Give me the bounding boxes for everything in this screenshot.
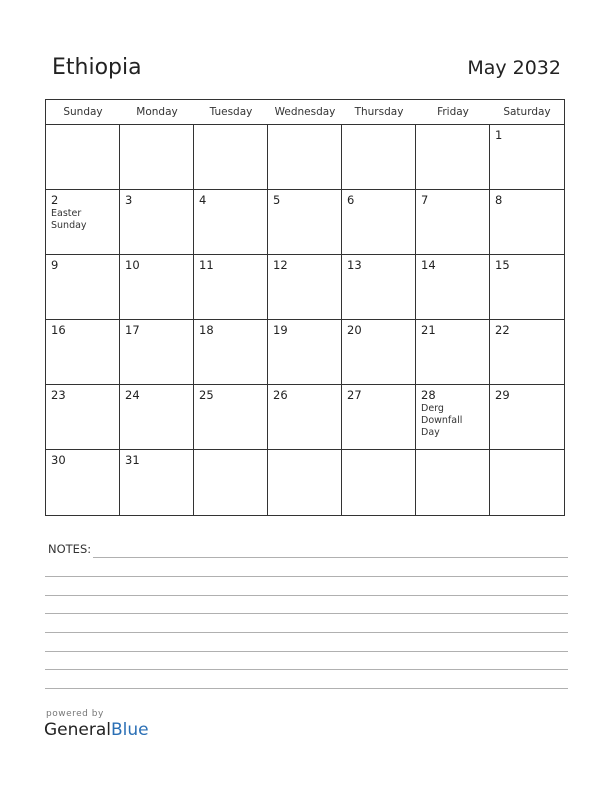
date-number: 28 bbox=[421, 388, 436, 402]
date-number: 27 bbox=[347, 388, 362, 402]
day-cell[interactable] bbox=[490, 190, 564, 254]
day-cell[interactable] bbox=[194, 190, 268, 254]
week-row bbox=[46, 450, 564, 515]
day-cell[interactable] bbox=[342, 255, 416, 319]
notes-line bbox=[45, 632, 568, 633]
day-cell[interactable] bbox=[416, 190, 490, 254]
date-number: 26 bbox=[273, 388, 288, 402]
date-number: 17 bbox=[125, 323, 140, 337]
day-cell[interactable] bbox=[342, 450, 416, 515]
week-row bbox=[46, 125, 564, 190]
day-cell[interactable] bbox=[416, 450, 490, 515]
date-number: 5 bbox=[273, 193, 281, 207]
holiday-label: Derg Downfall Day bbox=[421, 403, 463, 438]
date-number: 23 bbox=[51, 388, 66, 402]
date-number: 7 bbox=[421, 193, 429, 207]
notes-line bbox=[45, 576, 568, 577]
week-row bbox=[46, 255, 564, 320]
brand-blue: Blue bbox=[111, 720, 149, 740]
weekday-wednesday: Wednesday bbox=[274, 106, 336, 118]
date-number: 15 bbox=[495, 258, 510, 272]
day-cell[interactable] bbox=[194, 125, 268, 189]
day-cell[interactable] bbox=[490, 385, 564, 449]
date-number: 4 bbox=[199, 193, 207, 207]
weekday-friday: Friday bbox=[437, 106, 469, 118]
powered-by-text: powered by bbox=[46, 709, 104, 719]
date-number: 2 bbox=[51, 193, 59, 207]
weekday-header-row bbox=[46, 100, 564, 125]
day-cell[interactable] bbox=[46, 385, 120, 449]
notes-line bbox=[45, 595, 568, 596]
day-cell[interactable] bbox=[268, 190, 342, 254]
day-cell[interactable] bbox=[46, 125, 120, 189]
day-cell[interactable] bbox=[490, 450, 564, 515]
weekday-monday: Monday bbox=[136, 106, 178, 118]
date-number: 25 bbox=[199, 388, 214, 402]
date-number: 18 bbox=[199, 323, 214, 337]
day-cell[interactable] bbox=[194, 320, 268, 384]
notes-line bbox=[93, 557, 568, 558]
date-number: 24 bbox=[125, 388, 140, 402]
day-cell[interactable] bbox=[194, 255, 268, 319]
date-number: 31 bbox=[125, 453, 140, 467]
brand-logo[interactable] bbox=[44, 720, 149, 740]
notes-label: NOTES: bbox=[48, 542, 92, 556]
weekday-saturday: Saturday bbox=[503, 106, 551, 118]
day-cell[interactable] bbox=[120, 255, 194, 319]
day-cell[interactable] bbox=[46, 320, 120, 384]
day-cell[interactable] bbox=[46, 190, 120, 254]
day-cell[interactable] bbox=[490, 255, 564, 319]
date-number: 21 bbox=[421, 323, 436, 337]
day-cell[interactable] bbox=[120, 385, 194, 449]
day-cell[interactable] bbox=[490, 125, 564, 189]
holiday-label: Easter Sunday bbox=[51, 208, 87, 231]
date-number: 16 bbox=[51, 323, 66, 337]
day-cell[interactable] bbox=[268, 125, 342, 189]
date-number: 29 bbox=[495, 388, 510, 402]
day-cell[interactable] bbox=[342, 125, 416, 189]
day-cell[interactable] bbox=[194, 385, 268, 449]
day-cell[interactable] bbox=[120, 125, 194, 189]
date-number: 9 bbox=[51, 258, 59, 272]
date-number: 3 bbox=[125, 193, 133, 207]
date-number: 22 bbox=[495, 323, 510, 337]
week-row bbox=[46, 190, 564, 255]
notes-line bbox=[45, 688, 568, 689]
date-number: 11 bbox=[199, 258, 214, 272]
day-cell[interactable] bbox=[268, 385, 342, 449]
day-cell[interactable] bbox=[46, 450, 120, 515]
day-cell[interactable] bbox=[416, 320, 490, 384]
date-number: 12 bbox=[273, 258, 288, 272]
notes-line bbox=[45, 669, 568, 670]
calendar-grid bbox=[45, 99, 565, 516]
day-cell[interactable] bbox=[268, 450, 342, 515]
day-cell[interactable] bbox=[120, 450, 194, 515]
weeks-container bbox=[46, 125, 564, 515]
week-row bbox=[46, 320, 564, 385]
date-number: 8 bbox=[495, 193, 503, 207]
notes-line bbox=[45, 651, 568, 652]
date-number: 6 bbox=[347, 193, 355, 207]
date-number: 30 bbox=[51, 453, 66, 467]
day-cell[interactable] bbox=[342, 190, 416, 254]
day-cell[interactable] bbox=[120, 320, 194, 384]
date-number: 13 bbox=[347, 258, 362, 272]
day-cell[interactable] bbox=[268, 320, 342, 384]
day-cell[interactable] bbox=[342, 385, 416, 449]
date-number: 1 bbox=[495, 128, 503, 142]
day-cell[interactable] bbox=[490, 320, 564, 384]
notes-line bbox=[45, 613, 568, 614]
day-cell[interactable] bbox=[342, 320, 416, 384]
day-cell[interactable] bbox=[416, 125, 490, 189]
brand-general: General bbox=[44, 720, 111, 740]
day-cell[interactable] bbox=[46, 255, 120, 319]
month-year-title: May 2032 bbox=[467, 57, 561, 79]
day-cell[interactable] bbox=[120, 190, 194, 254]
weekday-thursday: Thursday bbox=[354, 106, 404, 118]
country-title: Ethiopia bbox=[52, 55, 142, 80]
day-cell[interactable] bbox=[416, 385, 490, 449]
day-cell[interactable] bbox=[194, 450, 268, 515]
day-cell[interactable] bbox=[268, 255, 342, 319]
date-number: 20 bbox=[347, 323, 362, 337]
weekday-tuesday: Tuesday bbox=[209, 106, 253, 118]
date-number: 19 bbox=[273, 323, 288, 337]
date-number: 14 bbox=[421, 258, 436, 272]
day-cell[interactable] bbox=[416, 255, 490, 319]
week-row bbox=[46, 385, 564, 450]
date-number: 10 bbox=[125, 258, 140, 272]
weekday-sunday: Sunday bbox=[63, 106, 103, 118]
